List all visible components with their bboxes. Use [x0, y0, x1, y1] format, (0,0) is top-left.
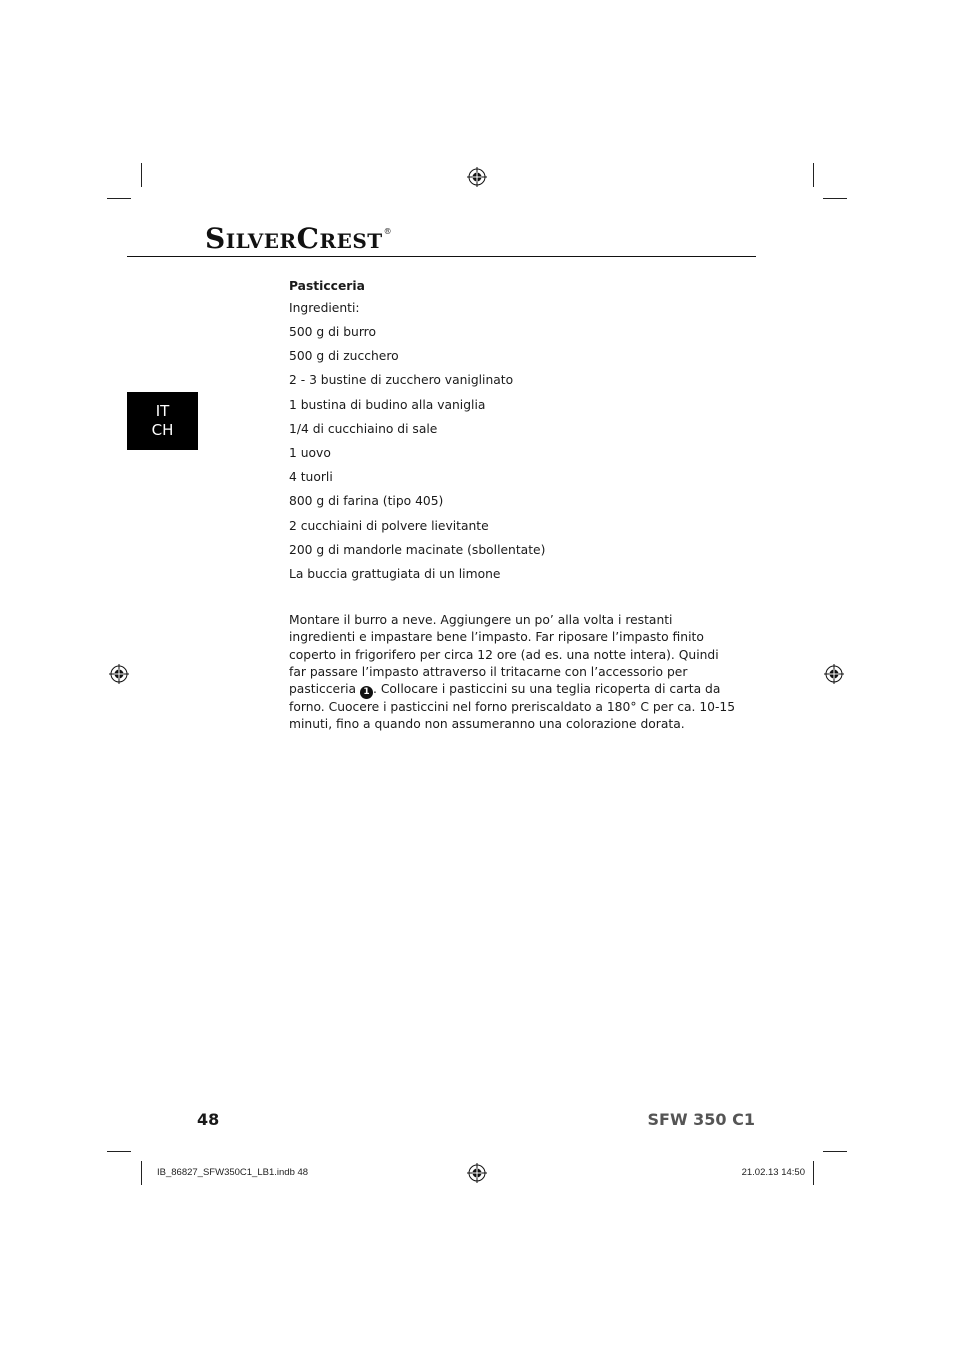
crop-mark-top-right-horizontal — [823, 198, 847, 199]
brand-initial-s: S — [205, 222, 226, 255]
page-number: 48 — [197, 1110, 220, 1129]
ingredient-item: La buccia grattugiata di un limone — [289, 566, 501, 581]
crop-mark-top-right-vertical — [813, 163, 814, 187]
crop-mark-bottom-left-horizontal — [107, 1151, 131, 1152]
method-paragraph — [289, 612, 739, 734]
ingredient-item: 2 - 3 bustine di zucchero vaniglinato — [289, 373, 514, 388]
ingredient-list — [289, 323, 739, 589]
part-reference-badge: 1 — [360, 686, 373, 699]
registration-mark-top-icon — [467, 167, 487, 187]
ingredient-item: 800 g di farina (tipo 405) — [289, 494, 444, 509]
print-slug-file: IB_86827_SFW350C1_LB1.indb 48 — [157, 1167, 309, 1178]
method-text-part2: . Collocare i pasticcini su una teglia ricoperta di carta da forno. Cuocere i pasticcini nel forno preriscaldato a 180° C per ca. 10-15 minuti, fino a quando non assumeranno una colorazione dorata. — [289, 682, 736, 732]
brand-initial-c: C — [296, 222, 320, 255]
language-code-ch: CH — [151, 421, 174, 439]
header-rule — [127, 256, 756, 257]
print-slug-datetime: 21.02.13 14:50 — [741, 1167, 805, 1178]
model-name: SFW 350 C1 — [647, 1110, 755, 1129]
ingredient-item: 4 tuorli — [289, 470, 333, 485]
recipe-section — [289, 277, 739, 589]
ingredient-item: 1 uovo — [289, 445, 331, 460]
ingredient-item: 500 g di burro — [289, 325, 376, 339]
crop-mark-bottom-right-vertical — [813, 1161, 814, 1185]
language-tab — [127, 392, 198, 450]
ingredient-item: 1/4 di cucchiaino di sale — [289, 421, 438, 436]
ingredient-item: 500 g di zucchero — [289, 349, 399, 364]
crop-mark-top-left-vertical — [141, 163, 142, 187]
language-code-it: IT — [155, 402, 170, 420]
registration-mark-left-icon — [109, 664, 129, 684]
registration-mark-right-icon — [824, 664, 844, 684]
method-text-part1: Montare il burro a neve. Aggiungere un po’ alla volta i restanti ingredienti e impastare bene l’impasto. Far riposare l’impasto finito coperto in frigorifero per circa 12 ore (ad es. una notte intera). Quindi far passare l’impasto attraverso il tritacarne con l’accessorio per pasticceria — [289, 613, 719, 697]
brand-text-rest: REST — [319, 229, 383, 253]
trademark-symbol: ® — [383, 227, 393, 236]
ingredients-label: Ingredienti: — [289, 301, 360, 315]
brand-text-ilver: ILVER — [225, 229, 297, 253]
ingredient-item: 2 cucchiaini di polvere lievitante — [289, 518, 489, 533]
brand-logo — [205, 222, 392, 255]
ingredient-item: 1 bustina di budino alla vaniglia — [289, 397, 486, 412]
ingredient-item: 200 g di mandorle macinate (sbollentate) — [289, 542, 546, 557]
section-title: Pasticceria — [289, 279, 365, 293]
crop-mark-top-left-horizontal — [107, 198, 131, 199]
crop-mark-bottom-right-horizontal — [823, 1151, 847, 1152]
crop-mark-bottom-left-vertical — [141, 1161, 142, 1185]
registration-mark-bottom-icon — [467, 1163, 487, 1183]
